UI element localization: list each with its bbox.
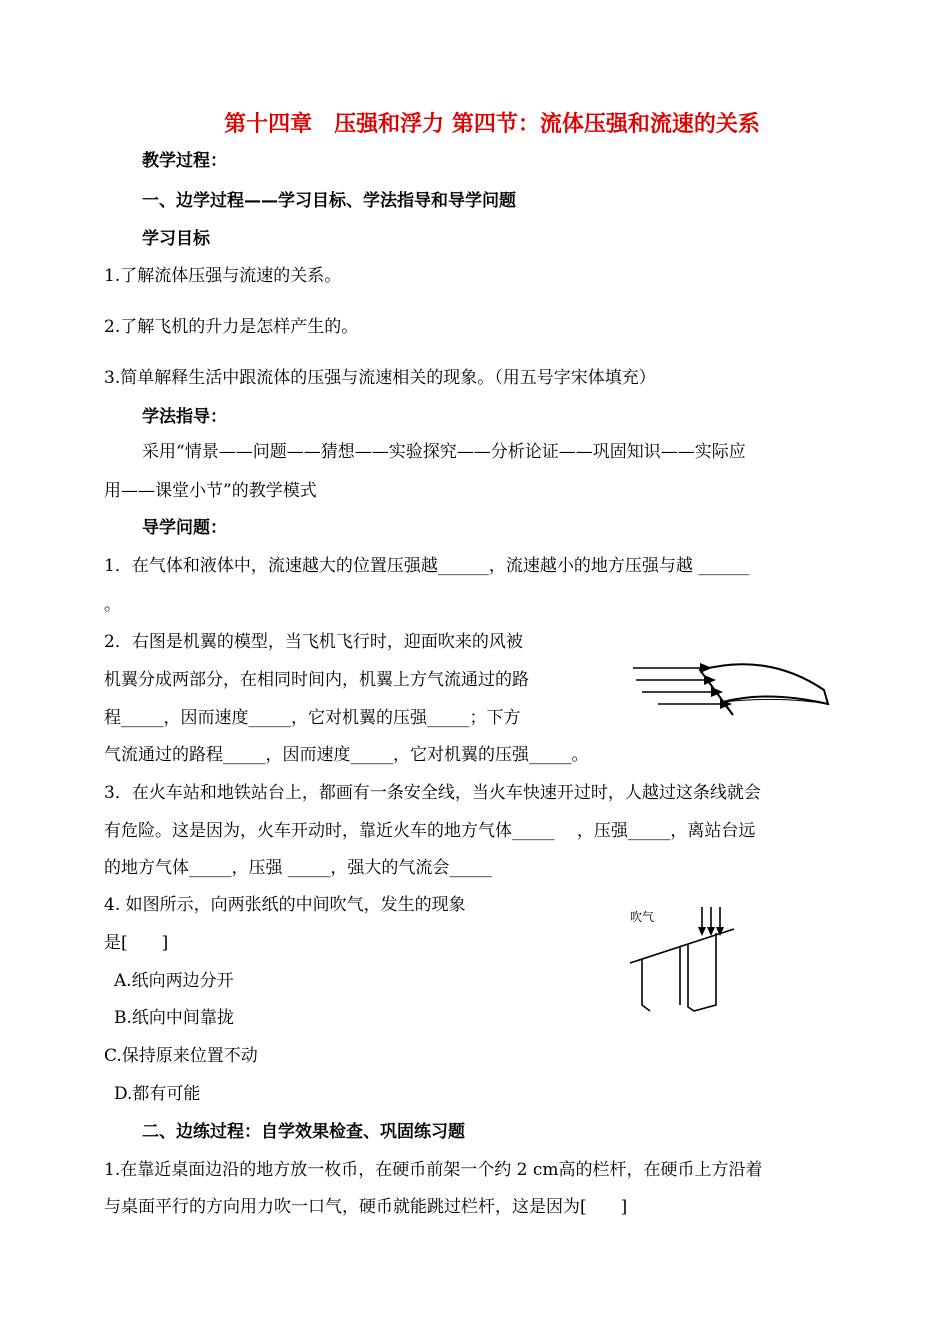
guide-questions-heading: 导学问题： <box>142 518 227 538</box>
goal-item: 2.了解飞机的升力是怎样产生的。 <box>104 317 359 337</box>
question-2-line: 气流通过的路程_____，因而速度_____，它对机翼的压强_____。 <box>104 745 589 765</box>
exercise-1-line: 1.在靠近桌面边沿的地方放一枚币，在硬币前架一个约 2 cm高的栏杆，在硬币上方沿着 <box>104 1160 763 1180</box>
section-2-heading: 二、边练过程：自学效果检查、巩固练习题 <box>142 1122 465 1142</box>
option-a: A.纸向两边分开 <box>114 971 234 991</box>
question-1-line: 1．在气体和液体中，流速越大的位置压强越______，流速越小的地方压强与越 ______ <box>104 556 750 576</box>
goal-item: 1.了解流体压强与流速的关系。 <box>104 266 342 286</box>
method-text-line: 用——课堂小节”的教学模式 <box>104 481 317 501</box>
goal-item: 3.简单解释生活中跟流体的压强与流速相关的现象。（用五号字宋体填充） <box>104 368 656 388</box>
question-3-line: 有危险。这是因为，火车开动时，靠近火车的地方气体_____ ，压强_____，离站台远 <box>104 821 756 841</box>
question-2-line: 机翼分成两部分，在相同时间内，机翼上方气流通过的路 <box>104 670 529 690</box>
method-text-line: 采用“情景——问题——猜想——实验探究——分析论证——巩固知识——实际应 <box>142 442 746 462</box>
option-d: D.都有可能 <box>114 1084 201 1104</box>
heading-teaching-process: 教学过程： <box>142 151 227 171</box>
option-b: B.纸向中间靠拢 <box>114 1008 234 1028</box>
method-heading: 学法指导： <box>142 407 227 427</box>
exercise-1-line: 与桌面平行的方向用力吹一口气，硬币就能跳过栏杆，这是因为[ ] <box>104 1197 628 1217</box>
wing-airflow-figure <box>628 652 838 722</box>
question-3-line: 3．在火车站和地铁站台上，都画有一条安全线，当火车快速开过时，人越过这条线就会 <box>104 783 761 803</box>
page-title: 第十四章 压强和浮力 第四节：流体压强和流速的关系 <box>224 112 760 137</box>
option-c: C.保持原来位置不动 <box>104 1046 258 1066</box>
question-4-line: 是[ ] <box>104 933 169 953</box>
question-3-line: 的地方气体_____，压强 _____，强大的气流会_____ <box>104 858 492 878</box>
question-2-line: 程_____，因而速度_____，它对机翼的压强_____；下方 <box>104 708 521 728</box>
paper-blowing-figure <box>628 905 748 1017</box>
section-1-heading: 一、边学过程——学习目标、学法指导和导学问题 <box>142 191 516 211</box>
question-4-line: 4. 如图所示，向两张纸的中间吹气，发生的现象 <box>104 895 466 915</box>
question-2-line: 2．右图是机翼的模型，当飞机飞行时，迎面吹来的风被 <box>104 632 523 652</box>
question-1-line: 。 <box>104 595 121 615</box>
blow-label: 吹气 <box>630 910 655 924</box>
learning-goals-heading: 学习目标 <box>142 229 210 249</box>
